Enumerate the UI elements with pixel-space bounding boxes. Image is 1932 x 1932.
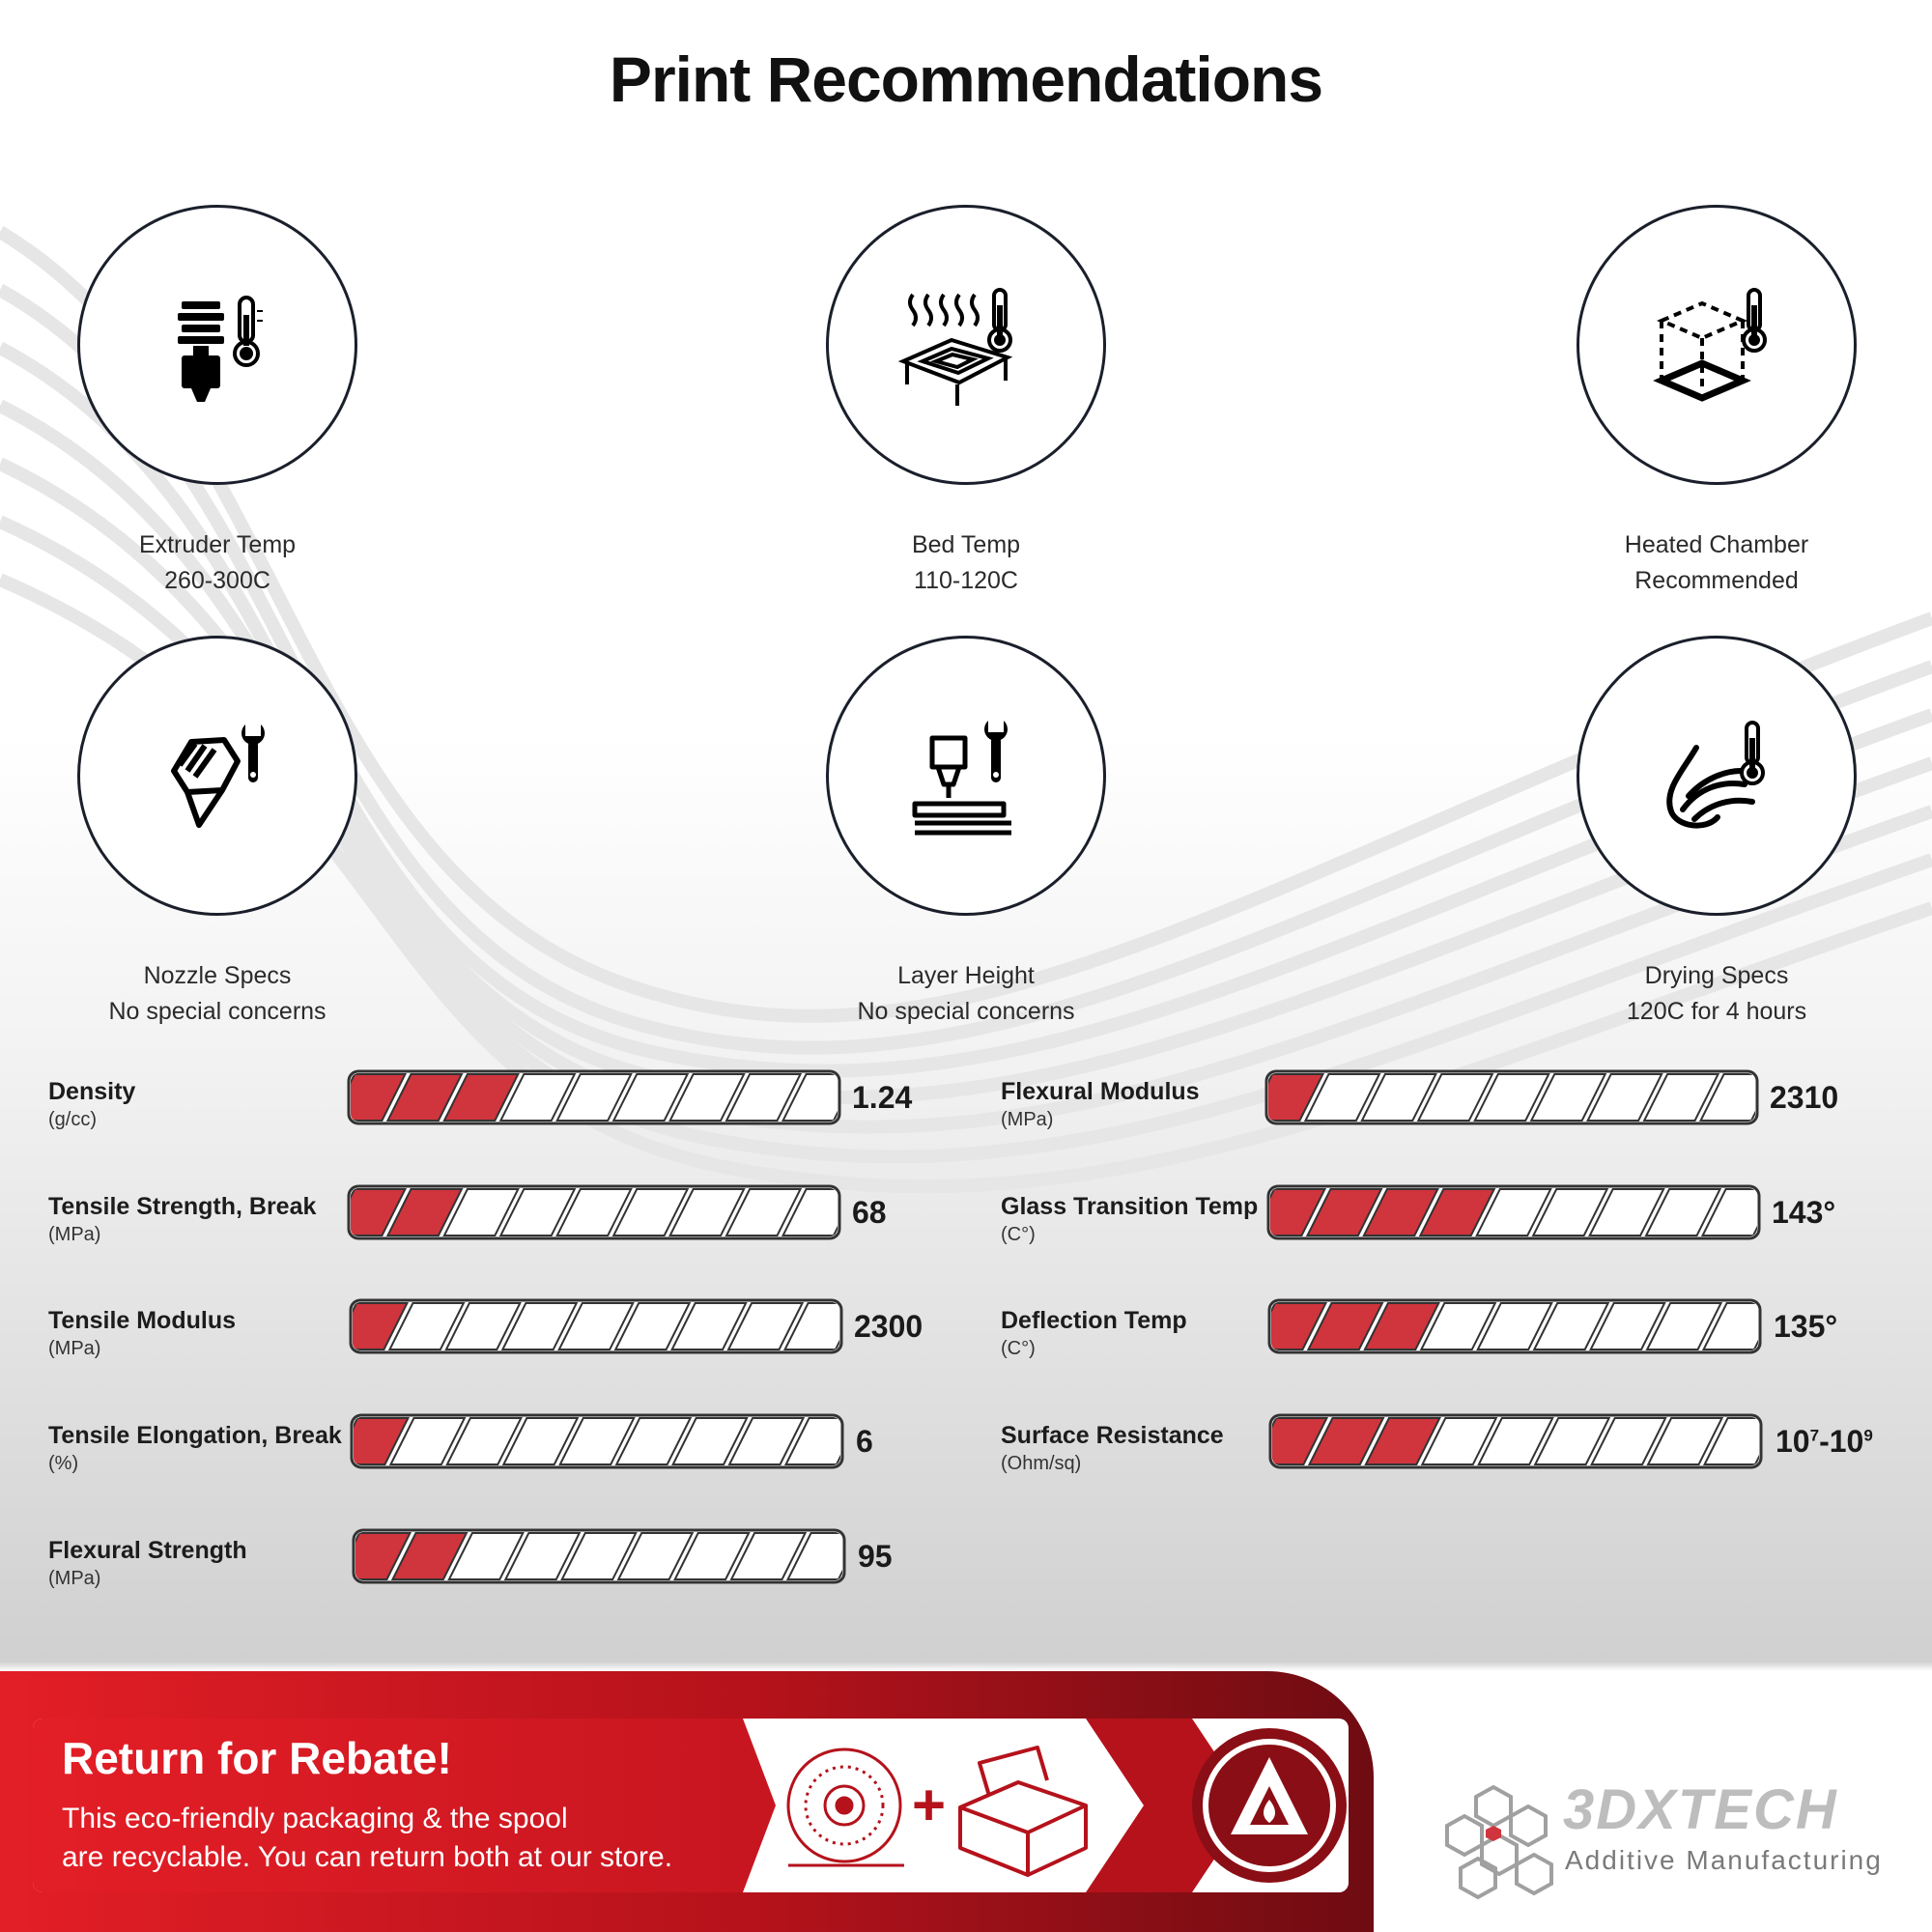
rec-label: Nozzle Specs bbox=[143, 962, 292, 989]
layer-height-wrench-icon bbox=[894, 703, 1038, 848]
property-flexural-modulus bbox=[1001, 1070, 1909, 1138]
property-bar bbox=[1268, 1299, 1761, 1353]
segmented-bar-graphic bbox=[1265, 1070, 1758, 1124]
property-name: Glass Transition Temp bbox=[1001, 1193, 1259, 1220]
rec-circle bbox=[826, 205, 1106, 485]
rec-circle bbox=[77, 205, 357, 485]
segmented-bar-graphic bbox=[1268, 1299, 1761, 1353]
heated-chamber-icon bbox=[1644, 272, 1789, 417]
heated-bed-thermometer-icon bbox=[894, 272, 1038, 417]
property-bar bbox=[1269, 1414, 1762, 1468]
property-unit: (g/cc) bbox=[48, 1109, 97, 1130]
property-name: Density bbox=[48, 1078, 136, 1105]
property-tensile-elongation bbox=[48, 1414, 937, 1482]
segmented-bar-graphic bbox=[1267, 1185, 1760, 1239]
property-density bbox=[48, 1070, 937, 1138]
property-surface-resistance bbox=[1001, 1414, 1909, 1482]
property-deflection-temp bbox=[1001, 1299, 1909, 1367]
rec-label: Extruder Temp bbox=[138, 531, 297, 558]
banner-title: Return for Rebate! bbox=[62, 1733, 452, 1783]
logo-subtitle: Additive Manufacturing bbox=[1565, 1845, 1883, 1875]
property-tensile-strength bbox=[48, 1185, 937, 1253]
rec-bed-temp bbox=[763, 205, 1169, 599]
property-unit: (Ohm/sq) bbox=[1001, 1453, 1082, 1474]
rec-value: 110-120C bbox=[914, 567, 1018, 594]
property-bar bbox=[351, 1414, 843, 1468]
property-value: 2310 bbox=[1770, 1080, 1839, 1115]
recycle-graphic bbox=[767, 1719, 1347, 1892]
property-unit: (MPa) bbox=[1001, 1109, 1054, 1130]
property-glass-transition-temp bbox=[1001, 1185, 1909, 1253]
property-value: 68 bbox=[852, 1195, 887, 1230]
property-bar bbox=[1267, 1185, 1760, 1239]
rebate-banner bbox=[0, 1671, 1374, 1932]
banner-text-line: This eco-friendly packaging & the spool bbox=[62, 1803, 568, 1834]
property-value: 143° bbox=[1772, 1195, 1836, 1230]
rec-extruder-temp bbox=[14, 205, 420, 599]
rec-circle bbox=[77, 636, 357, 916]
value-base: 10 bbox=[1776, 1424, 1810, 1459]
rec-label: Heated Chamber bbox=[1624, 531, 1809, 558]
property-unit: (C°) bbox=[1001, 1338, 1036, 1359]
logo-wordmark: 3DXTECH bbox=[1563, 1778, 1838, 1841]
property-name: Tensile Strength, Break bbox=[48, 1193, 317, 1220]
nozzle-wrench-icon bbox=[145, 703, 290, 848]
value-separator: - bbox=[1819, 1424, 1830, 1459]
rec-circle bbox=[826, 636, 1106, 916]
property-unit: (MPa) bbox=[48, 1224, 101, 1245]
segmented-bar-graphic bbox=[353, 1529, 845, 1583]
value-base: 10 bbox=[1829, 1424, 1864, 1459]
property-unit: (C°) bbox=[1001, 1224, 1036, 1245]
banner-card bbox=[33, 1719, 1349, 1892]
segmented-bar-graphic bbox=[350, 1299, 842, 1353]
spool-icon bbox=[788, 1749, 904, 1865]
property-bar bbox=[1265, 1070, 1758, 1124]
segmented-bar-graphic bbox=[348, 1185, 840, 1239]
segmented-bar-graphic bbox=[351, 1414, 843, 1468]
geodesic-sphere-icon bbox=[1437, 1777, 1563, 1903]
rec-value: No special concerns bbox=[108, 998, 327, 1025]
rec-value: 260-300C bbox=[164, 567, 270, 594]
property-bar bbox=[348, 1070, 840, 1124]
property-bar bbox=[353, 1529, 845, 1583]
rec-label: Layer Height bbox=[897, 962, 1035, 989]
property-bar bbox=[348, 1185, 840, 1239]
rec-value: 120C for 4 hours bbox=[1626, 998, 1807, 1025]
property-value: 135° bbox=[1774, 1309, 1838, 1344]
property-value: 6 bbox=[856, 1424, 873, 1459]
rec-layer-height bbox=[763, 636, 1169, 1030]
brand-logo bbox=[1437, 1776, 1911, 1920]
extruder-thermometer-icon bbox=[145, 272, 290, 417]
property-bar bbox=[350, 1299, 842, 1353]
property-tensile-modulus bbox=[48, 1299, 937, 1367]
property-value bbox=[1776, 1424, 1873, 1460]
rec-nozzle-specs bbox=[14, 636, 420, 1030]
property-flexural-strength bbox=[48, 1529, 937, 1597]
rec-heated-chamber bbox=[1514, 205, 1919, 599]
property-name: Deflection Temp bbox=[1001, 1307, 1187, 1334]
property-unit: (MPa) bbox=[48, 1568, 101, 1589]
property-unit: (MPa) bbox=[48, 1338, 101, 1359]
rec-value: No special concerns bbox=[857, 998, 1075, 1025]
banner-text-panel bbox=[33, 1719, 743, 1892]
segmented-bar-graphic bbox=[348, 1070, 840, 1124]
drying-droplet-icon bbox=[1644, 703, 1789, 848]
value-exponent: 7 bbox=[1809, 1426, 1820, 1445]
page-title: Print Recommendations bbox=[609, 43, 1323, 115]
property-name: Flexural Modulus bbox=[1001, 1078, 1200, 1105]
rec-drying-specs bbox=[1514, 636, 1919, 1030]
banner-text bbox=[62, 1800, 738, 1877]
rec-value: Recommended bbox=[1634, 567, 1799, 594]
rec-circle bbox=[1577, 636, 1857, 916]
property-name: Flexural Strength bbox=[48, 1537, 247, 1564]
property-name: Tensile Elongation, Break bbox=[48, 1422, 342, 1449]
value-exponent: 9 bbox=[1863, 1426, 1873, 1445]
property-value: 2300 bbox=[854, 1309, 923, 1344]
rec-label: Drying Specs bbox=[1644, 962, 1789, 989]
box-icon bbox=[960, 1747, 1086, 1875]
segmented-bar-graphic bbox=[1269, 1414, 1762, 1468]
property-unit: (%) bbox=[48, 1453, 79, 1474]
rec-circle bbox=[1577, 205, 1857, 485]
rec-label: Bed Temp bbox=[911, 531, 1021, 558]
property-value: 95 bbox=[858, 1539, 893, 1574]
plus-sign: + bbox=[912, 1773, 947, 1837]
property-value: 1.24 bbox=[852, 1080, 913, 1115]
banner-text-line: are recyclable. You can return both at our store. bbox=[62, 1841, 673, 1873]
property-name: Surface Resistance bbox=[1001, 1422, 1224, 1449]
property-name: Tensile Modulus bbox=[48, 1307, 236, 1334]
